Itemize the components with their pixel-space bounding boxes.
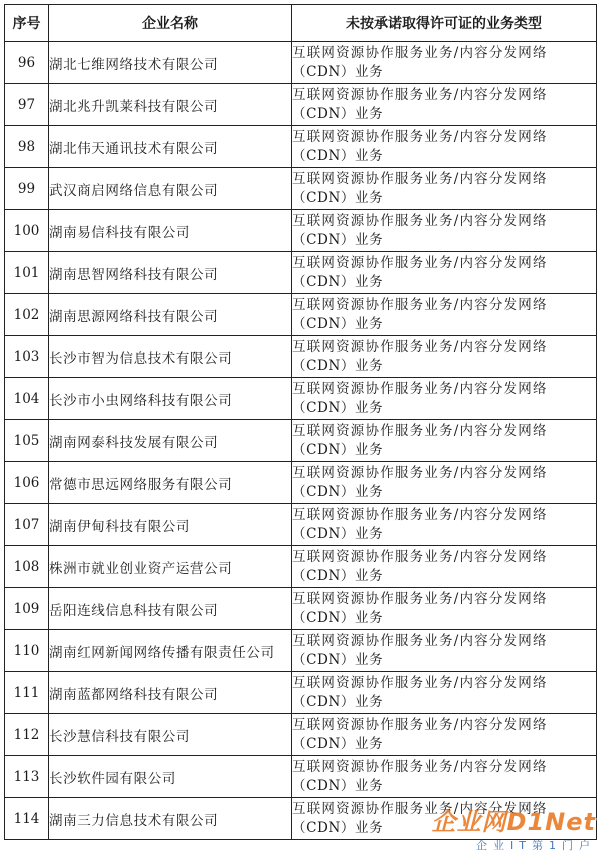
company-name-cell: 湖南蓝都网络科技有限公司 <box>49 672 292 714</box>
business-type-cell <box>292 462 597 504</box>
business-type-cell <box>292 756 597 798</box>
business-type-cell <box>292 420 597 462</box>
serial-number-cell: 110 <box>5 630 49 672</box>
table-row <box>5 378 597 420</box>
business-type-line-2: （CDN）业务 <box>292 147 384 164</box>
serial-number-cell: 100 <box>5 210 49 252</box>
business-type-line-1: 互联网资源协作服务业务/内容分发网络 <box>292 170 548 187</box>
table-header-row <box>5 5 597 42</box>
business-type-cell <box>292 588 597 630</box>
company-name-cell: 长沙市小虫网络科技有限公司 <box>49 378 292 420</box>
business-type-cell <box>292 630 597 672</box>
table-row <box>5 420 597 462</box>
serial-number-cell: 104 <box>5 378 49 420</box>
business-type-line-1: 互联网资源协作服务业务/内容分发网络 <box>292 632 548 649</box>
serial-number-cell: 96 <box>5 42 49 84</box>
business-type-line-2: （CDN）业务 <box>292 567 384 584</box>
business-type-line-1: 互联网资源协作服务业务/内容分发网络 <box>292 128 548 145</box>
enterprise-table <box>4 4 597 840</box>
table-row <box>5 672 597 714</box>
business-type-line-1: 互联网资源协作服务业务/内容分发网络 <box>292 86 548 103</box>
business-type-line-2: （CDN）业务 <box>292 441 384 458</box>
table-row <box>5 42 597 84</box>
business-type-cell <box>292 378 597 420</box>
table-row <box>5 630 597 672</box>
business-type-line-1: 互联网资源协作服务业务/内容分发网络 <box>292 380 548 397</box>
serial-number-cell: 98 <box>5 126 49 168</box>
company-name-cell: 湖南易信科技有限公司 <box>49 210 292 252</box>
watermark-sub-text: 企业IT第1门户 <box>476 839 596 852</box>
company-name-cell: 长沙慧信科技有限公司 <box>49 714 292 756</box>
table-row <box>5 588 597 630</box>
company-name-cell: 长沙市智为信息技术有限公司 <box>49 336 292 378</box>
business-type-cell <box>292 252 597 294</box>
serial-number-cell: 112 <box>5 714 49 756</box>
business-type-line-2: （CDN）业务 <box>292 399 384 416</box>
company-name-cell: 株洲市就业创业资产运营公司 <box>49 546 292 588</box>
table-row <box>5 126 597 168</box>
business-type-cell <box>292 546 597 588</box>
table-row <box>5 336 597 378</box>
business-type-line-1: 互联网资源协作服务业务/内容分发网络 <box>292 296 548 313</box>
company-name-cell: 湖南网泰科技发展有限公司 <box>49 420 292 462</box>
business-type-line-2: （CDN）业务 <box>292 273 384 290</box>
table-row <box>5 84 597 126</box>
business-type-line-2: （CDN）业务 <box>292 189 384 206</box>
business-type-line-1: 互联网资源协作服务业务/内容分发网络 <box>292 422 548 439</box>
business-type-line-2: （CDN）业务 <box>292 231 384 248</box>
table-row <box>5 294 597 336</box>
business-type-line-1: 互联网资源协作服务业务/内容分发网络 <box>292 254 548 271</box>
business-type-cell <box>292 210 597 252</box>
business-type-cell <box>292 672 597 714</box>
business-type-line-2: （CDN）业务 <box>292 105 384 122</box>
company-name-cell: 湖南伊甸科技有限公司 <box>49 504 292 546</box>
business-type-line-1: 互联网资源协作服务业务/内容分发网络 <box>292 338 548 355</box>
business-type-cell <box>292 294 597 336</box>
company-name-cell: 湖北兆升凯莱科技有限公司 <box>49 84 292 126</box>
business-type-line-2: （CDN）业务 <box>292 651 384 668</box>
company-name-cell: 湖南思智网络科技有限公司 <box>49 252 292 294</box>
company-name-cell: 湖南红网新闻网络传播有限责任公司 <box>49 630 292 672</box>
serial-number-cell: 101 <box>5 252 49 294</box>
serial-number-cell: 106 <box>5 462 49 504</box>
table-row <box>5 714 597 756</box>
business-type-line-1: 互联网资源协作服务业务/内容分发网络 <box>292 506 548 523</box>
business-type-line-1: 互联网资源协作服务业务/内容分发网络 <box>292 758 548 775</box>
table-row <box>5 168 597 210</box>
business-type-line-1: 互联网资源协作服务业务/内容分发网络 <box>292 212 548 229</box>
business-type-line-2: （CDN）业务 <box>292 777 384 794</box>
business-type-line-2: （CDN）业务 <box>292 819 384 836</box>
watermark-main-text: 企业网D1Net <box>431 808 596 836</box>
header-serial-number: 序号 <box>5 5 49 42</box>
business-type-line-2: （CDN）业务 <box>292 315 384 332</box>
company-name-cell: 武汉商启网络信息有限公司 <box>49 168 292 210</box>
business-type-line-2: （CDN）业务 <box>292 525 384 542</box>
serial-number-cell: 103 <box>5 336 49 378</box>
business-type-line-2: （CDN）业务 <box>292 735 384 752</box>
company-name-cell: 湖南三力信息技术有限公司 <box>49 798 292 840</box>
serial-number-cell: 108 <box>5 546 49 588</box>
business-type-line-1: 互联网资源协作服务业务/内容分发网络 <box>292 44 548 61</box>
business-type-line-1: 互联网资源协作服务业务/内容分发网络 <box>292 800 548 817</box>
table-row <box>5 504 597 546</box>
serial-number-cell: 109 <box>5 588 49 630</box>
serial-number-cell: 111 <box>5 672 49 714</box>
business-type-line-2: （CDN）业务 <box>292 63 384 80</box>
business-type-line-1: 互联网资源协作服务业务/内容分发网络 <box>292 716 548 733</box>
header-company-name: 企业名称 <box>49 5 292 42</box>
serial-number-cell: 102 <box>5 294 49 336</box>
business-type-cell <box>292 126 597 168</box>
business-type-cell <box>292 504 597 546</box>
serial-number-cell: 97 <box>5 84 49 126</box>
serial-number-cell: 105 <box>5 420 49 462</box>
company-name-cell: 湖北伟天通讯技术有限公司 <box>49 126 292 168</box>
serial-number-cell: 113 <box>5 756 49 798</box>
company-name-cell: 湖北七维网络技术有限公司 <box>49 42 292 84</box>
business-type-line-2: （CDN）业务 <box>292 693 384 710</box>
table-row <box>5 210 597 252</box>
serial-number-cell: 99 <box>5 168 49 210</box>
business-type-line-1: 互联网资源协作服务业务/内容分发网络 <box>292 464 548 481</box>
business-type-cell <box>292 42 597 84</box>
table-row <box>5 546 597 588</box>
company-name-cell: 岳阳连线信息科技有限公司 <box>49 588 292 630</box>
business-type-line-2: （CDN）业务 <box>292 483 384 500</box>
table-row <box>5 756 597 798</box>
business-type-line-2: （CDN）业务 <box>292 357 384 374</box>
table-body <box>5 42 597 840</box>
watermark-logo <box>426 802 596 850</box>
serial-number-cell: 107 <box>5 504 49 546</box>
business-type-line-1: 互联网资源协作服务业务/内容分发网络 <box>292 590 548 607</box>
business-type-cell <box>292 84 597 126</box>
business-type-cell <box>292 168 597 210</box>
company-name-cell: 长沙软件园有限公司 <box>49 756 292 798</box>
business-type-line-2: （CDN）业务 <box>292 609 384 626</box>
table-row <box>5 462 597 504</box>
company-name-cell: 湖南思源网络科技有限公司 <box>49 294 292 336</box>
header-business-type: 未按承诺取得许可证的业务类型 <box>292 5 597 42</box>
company-name-cell: 常德市思远网络服务有限公司 <box>49 462 292 504</box>
business-type-cell <box>292 336 597 378</box>
business-type-cell <box>292 714 597 756</box>
serial-number-cell: 114 <box>5 798 49 840</box>
business-type-line-1: 互联网资源协作服务业务/内容分发网络 <box>292 548 548 565</box>
table-row <box>5 252 597 294</box>
business-type-line-1: 互联网资源协作服务业务/内容分发网络 <box>292 674 548 691</box>
